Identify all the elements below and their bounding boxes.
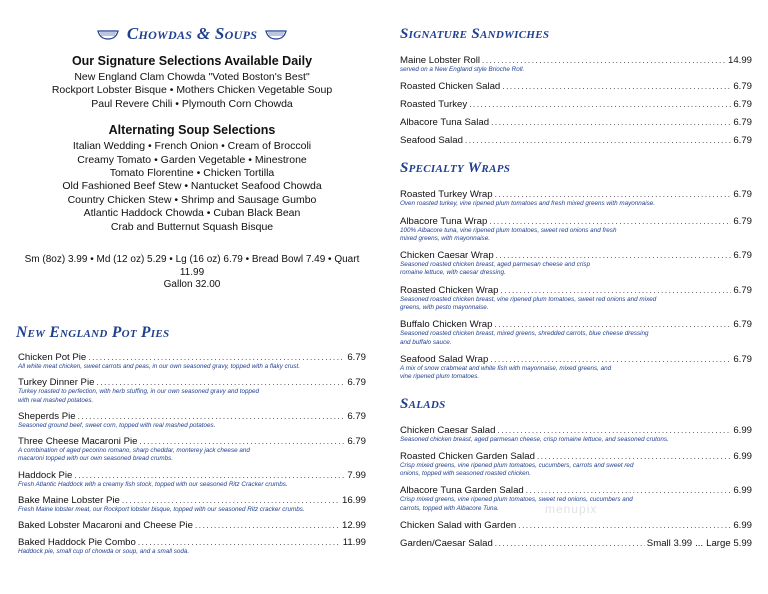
menu-item (400, 250, 752, 278)
item-description: 100% Albacore tuna, vine ripened plum tomatoes, sweet red onions and fresh mixed greens, with mayonnaise. (400, 226, 617, 242)
signature-heading: Our Signature Selections Available Daily (71, 54, 313, 68)
menu-item (400, 451, 752, 479)
item-price: 6.99 (733, 424, 752, 436)
sandwiches-title: Signature Sandwiches (400, 26, 550, 42)
item-description: Haddock pie, small cup of chowda or soup, and a small soda. (18, 548, 190, 556)
item-name: Chicken Pot Pie (18, 352, 87, 363)
leader-dots: ... (695, 538, 704, 550)
item-price: 14.99 (727, 55, 752, 66)
item-name: Albacore Tuna Garden Salad (400, 485, 524, 497)
menu-item (400, 189, 752, 208)
leader-dots (495, 189, 732, 200)
item-description: Turkey roasted to perfection, with herb stuffing, in our own seasoned gravy and topped with real mashed potatoes. (18, 388, 260, 404)
leader-dots (78, 411, 346, 422)
leader-dots (491, 117, 731, 128)
item-price: 6.79 (347, 377, 366, 389)
leader-dots (482, 55, 726, 66)
item-description: Seasoned roasted chicken breast, mixed greens, shredded carrots, blue cheese dressing and buffalo sauce. (400, 330, 649, 346)
item-name: Buffalo Chicken Wrap (400, 319, 493, 331)
item-name: Seafood Salad (400, 135, 463, 147)
soup-bowl-icon (97, 28, 119, 40)
item-price: 6.79 (733, 215, 752, 227)
soup-sizes (16, 254, 368, 292)
item-description: Seasoned roasted chicken breast, aged parmesan cheese and crisp romaine lettuce, with caesar dressing. (400, 261, 591, 277)
leader-dots (138, 537, 341, 548)
item-name: Sheperds Pie (18, 410, 76, 422)
item-description: served on a New England style Brioche Roll. (400, 66, 525, 73)
leader-dots (88, 352, 345, 363)
menu-item (400, 319, 752, 347)
alternating-line: Country Chicken Stew • Shrimp and Sausage Gumbo (67, 193, 317, 206)
menu-item (18, 411, 366, 430)
item-name: Maine Lobster Roll (400, 55, 480, 66)
item-price: 16.99 (341, 495, 366, 507)
menu-item (18, 470, 366, 489)
item-price: 6.79 (733, 117, 752, 129)
pot-pies-list (18, 352, 366, 563)
leader-dots (96, 377, 345, 388)
item-name: Baked Lobster Macaroni and Cheese Pie (18, 520, 193, 532)
menu-item (400, 55, 752, 74)
signature-line: New England Clam Chowda "Voted Boston's Best" (74, 71, 310, 83)
leader-dots (74, 470, 345, 481)
menu-item (18, 495, 366, 514)
alternating-list (16, 140, 368, 234)
menu-item (18, 352, 366, 371)
leader-dots (469, 99, 731, 110)
item-price: 11.99 (342, 537, 366, 549)
item-name: Three Cheese Macaroni Pie (18, 436, 138, 448)
leader-dots (537, 451, 731, 462)
menu-item (400, 99, 752, 110)
item-description: Fresh Atlantic Haddock with a creamy fish stock, topped with our seasoned Ritz Cracker crumbs. (18, 480, 288, 488)
leader-dots (526, 485, 732, 496)
item-description: All white meat chicken, sweet carrots and peas, in our own seasoned gravy, topped with a flaky crust. (18, 363, 300, 370)
soup-bowl-icon (265, 28, 287, 40)
alternating-line: Old Fashioned Beef Stew • Nantucket Seafood Chowda (62, 180, 322, 193)
item-price: 6.79 (347, 352, 366, 363)
item-name: Roasted Turkey (400, 99, 468, 111)
item-price: 6.79 (733, 284, 752, 296)
item-price-large: Large 5.99 (706, 538, 752, 550)
signature-list (16, 71, 368, 111)
menu-item (400, 81, 752, 92)
wraps-title: Specialty Wraps (400, 160, 511, 177)
item-price: 6.79 (733, 81, 752, 93)
item-price: 12.99 (341, 520, 366, 532)
leader-dots (490, 354, 731, 365)
item-price: 6.99 (733, 520, 752, 532)
item-price-small: Small 3.99 (646, 538, 693, 550)
leader-dots (465, 135, 731, 146)
item-name: Bake Maine Lobster Pie (18, 495, 120, 507)
item-name: Baked Haddock Pie Combo (18, 537, 136, 549)
item-price: 6.99 (733, 485, 752, 497)
menu-item (400, 538, 752, 549)
item-description: A combination of aged pecorino romano, sharp cheddar, monterey jack cheese and macaroni topped with our own seasoned bread crumbs. (18, 447, 250, 463)
item-description: Crisp mixed greens, vine ripened plum tomatoes, cucumbers, carrots and sweet red onions, topped with seasoned roasted chicken. (400, 461, 634, 478)
item-description: A mix of snow crabmeat and white fish with mayonnaise, mixed greens, and vine ripened plum tomatoes. (400, 364, 612, 381)
leader-dots (195, 520, 340, 531)
item-name: Haddock Pie (18, 469, 73, 481)
menu-item (18, 537, 366, 556)
soup-sizes-line: Sm (8oz) 3.99 • Md (12 oz) 5.29 • Lg (16 oz) 6.79 • Bread Bowl 7.49 • Quart 11.99 (24, 254, 360, 278)
item-price: 6.79 (347, 410, 366, 422)
soup-sizes-line: Gallon 32.00 (163, 279, 221, 291)
menu-item (400, 520, 752, 531)
signature-line: Rockport Lobster Bisque • Mothers Chicken Vegetable Soup (51, 84, 333, 97)
item-price: 6.79 (733, 189, 752, 201)
menu-item (400, 216, 752, 244)
menu-item (400, 354, 752, 382)
menu-item (400, 135, 752, 146)
item-description: Oven roasted turkey, vine ripened plum tomatoes and fresh mixed greens with mayonnaise. (400, 200, 656, 208)
item-price: 6.79 (733, 319, 752, 331)
item-name: Seafood Salad Wrap (400, 353, 489, 365)
leader-dots (494, 319, 731, 330)
menu-item (400, 425, 752, 444)
leader-dots (495, 538, 645, 549)
leader-dots (489, 216, 731, 227)
alternating-line: Italian Wedding • French Onion • Cream of Broccoli (72, 140, 312, 153)
alternating-line: Crab and Butternut Squash Bisque (110, 220, 274, 233)
menu-item (18, 377, 366, 405)
soups-title: Chowdas & Soups (126, 24, 258, 43)
menu-item (18, 520, 366, 531)
item-name: Roasted Turkey Wrap (400, 189, 493, 201)
salads-title: Salads (400, 395, 446, 412)
signature-line: Paul Revere Chili • Plymouth Corn Chowda (91, 97, 293, 110)
alternating-line: Creamy Tomato • Garden Vegetable • Minestrone (77, 153, 307, 166)
item-name: Chicken Salad with Garden (400, 520, 517, 532)
alternating-line: Tomato Florentine • Chicken Tortilla (109, 167, 275, 180)
left-column (16, 24, 368, 556)
item-name: Chicken Caesar Wrap (400, 250, 494, 262)
menu-item (18, 436, 366, 464)
item-price: 6.79 (733, 353, 752, 365)
item-description: Seasoned chicken breast, aged parmesan cheese, crisp romaine lettuce, and seasoned crutons. (400, 435, 669, 443)
alternating-line: Atlantic Haddock Chowda • Cuban Black Bean (83, 207, 301, 220)
item-price: 6.99 (733, 450, 752, 462)
item-name: Turkey Dinner Pie (18, 377, 95, 389)
pot-pies-title: New England Pot Pies (16, 324, 170, 341)
item-name: Garden/Caesar Salad (400, 538, 493, 550)
leader-dots (496, 250, 732, 261)
alternating-heading: Alternating Soup Selections (108, 123, 276, 138)
item-description: Seasoned roasted chicken breast, vine ripened plum tomatoes, sweet red onions and mixed greens, with pesto mayonnaise. (400, 295, 657, 312)
item-description: Seasoned ground beef, sweet corn, topped with real mashed potatoes. (18, 421, 216, 429)
item-name: Albacore Tuna Salad (400, 117, 490, 129)
item-name: Albacore Tuna Wrap (400, 215, 488, 227)
item-name: Roasted Chicken Wrap (400, 284, 499, 296)
item-price: 6.79 (733, 99, 752, 111)
leader-dots (139, 436, 345, 447)
item-price: 7.99 (347, 469, 366, 481)
menu-item (400, 285, 752, 313)
leader-dots (122, 495, 340, 506)
leader-dots (497, 425, 731, 436)
item-price: 6.79 (347, 436, 366, 448)
watermark: menupix (545, 502, 598, 516)
item-description: Fresh Maine lobster meat, our Rockport lobster bisque, topped with our seasoned Ritz cracker crumbs. (18, 506, 305, 514)
item-description: Crisp mixed greens, vine ripened plum tomatoes, sweet red onions, cucumbers and carrots, topped with Albacore Tuna. (400, 496, 633, 512)
right-column (400, 26, 752, 556)
item-price: 6.79 (733, 250, 752, 262)
item-name: Roasted Chicken Salad (400, 81, 501, 93)
leader-dots (502, 81, 731, 92)
item-price: 6.79 (733, 135, 752, 147)
menu-item (400, 117, 752, 128)
item-name: Roasted Chicken Garden Salad (400, 450, 535, 462)
soups-heading (16, 24, 368, 44)
leader-dots (518, 520, 731, 531)
item-name: Chicken Caesar Salad (400, 424, 496, 436)
leader-dots (500, 285, 731, 296)
